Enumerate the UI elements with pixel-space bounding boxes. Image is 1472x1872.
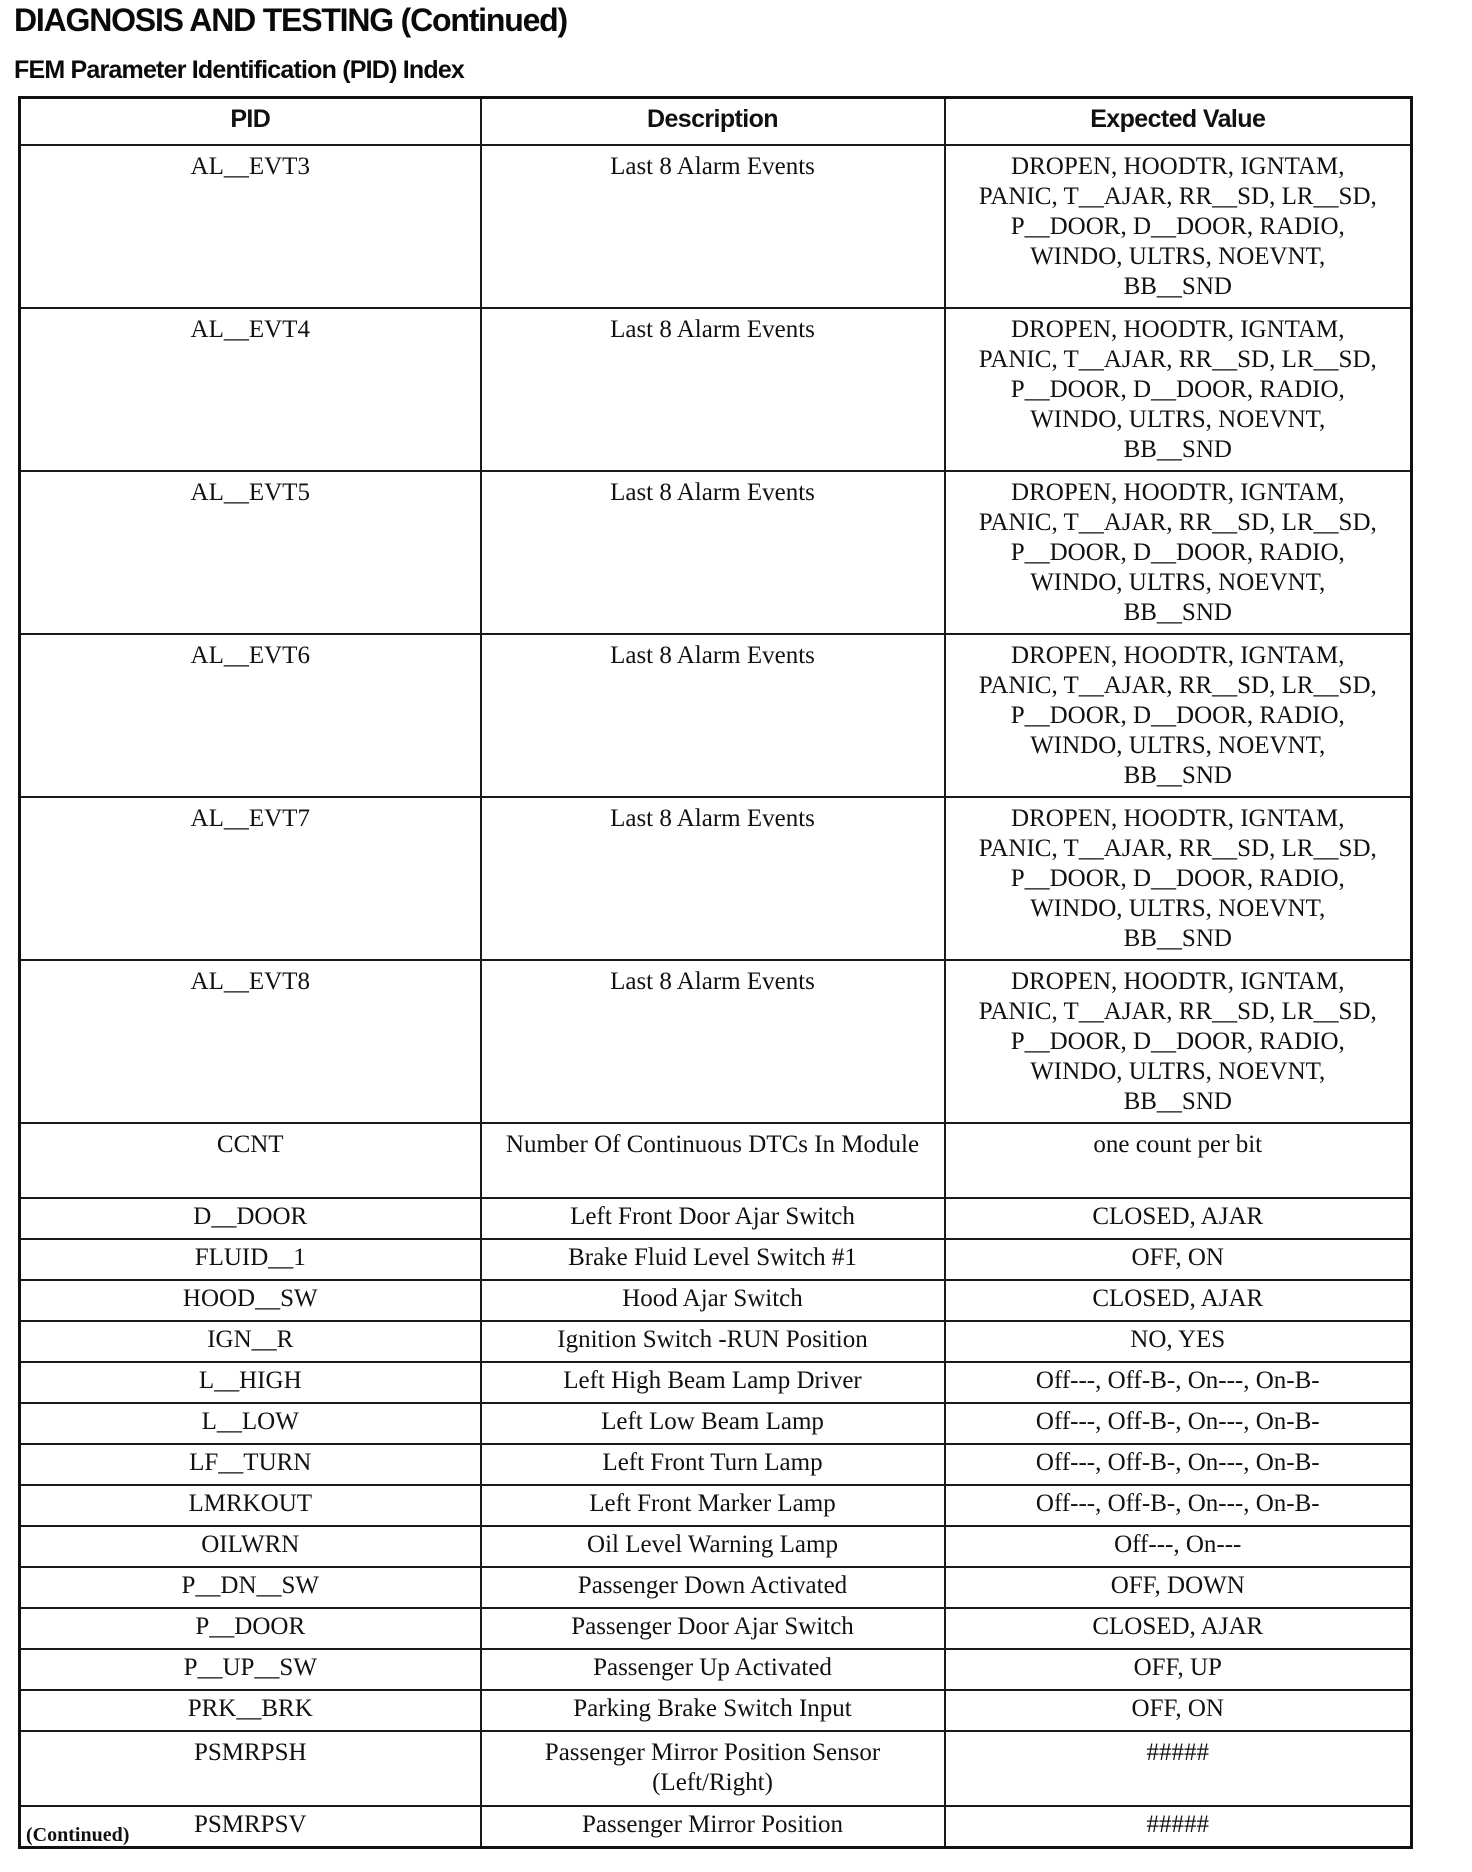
expected-value-line: OFF, ON [1131, 1695, 1224, 1722]
description-cell: Passenger Door Ajar Switch [481, 1608, 945, 1649]
expected-value-line: DROPEN, HOODTR, IGNTAM, [1011, 316, 1345, 343]
expected-value-line: CLOSED, AJAR [1092, 1203, 1264, 1230]
description-cell: Left Low Beam Lamp [481, 1403, 945, 1444]
table-row [20, 1198, 1412, 1239]
expected-value-line: WINDO, ULTRS, NOEVNT, [1030, 1058, 1326, 1085]
table-row [20, 1731, 1412, 1806]
column-header-description: Description [481, 98, 945, 146]
description-cell: Parking Brake Switch Input [481, 1690, 945, 1731]
pid-cell: AL__EVT6 [20, 634, 481, 797]
description-cell: Passenger Up Activated [481, 1649, 945, 1690]
expected-value-line: P__DOOR, D__DOOR, RADIO, [1010, 702, 1345, 729]
expected-value-line: WINDO, ULTRS, NOEVNT, [1030, 406, 1326, 433]
expected-value-line: DROPEN, HOODTR, IGNTAM, [1011, 479, 1345, 506]
section-title: FEM Parameter Identification (PID) Index [14, 56, 465, 84]
expected-value-line: BB__SND [1123, 762, 1232, 789]
description-cell: Hood Ajar Switch [481, 1280, 945, 1321]
expected-value-cell [945, 634, 1412, 797]
table-row [20, 308, 1412, 471]
expected-value-cell [945, 1403, 1412, 1444]
expected-value-line: P__DOOR, D__DOOR, RADIO, [1010, 376, 1345, 403]
description-cell: Last 8 Alarm Events [481, 145, 945, 308]
description-cell: Passenger Mirror Position Sensor (Left/Right) [481, 1731, 945, 1806]
pid-cell: P__UP__SW [20, 1649, 481, 1690]
expected-value-cell [945, 1608, 1412, 1649]
expected-value-line: BB__SND [1123, 436, 1232, 463]
expected-value-line: WINDO, ULTRS, NOEVNT, [1030, 895, 1326, 922]
table-row [20, 634, 1412, 797]
expected-value-cell [945, 471, 1412, 634]
table-row [20, 1608, 1412, 1649]
description-cell: Ignition Switch -RUN Position [481, 1321, 945, 1362]
expected-value-cell [945, 1123, 1412, 1198]
table-row [20, 960, 1412, 1123]
table-row [20, 1362, 1412, 1403]
table-row [20, 1567, 1412, 1608]
expected-value-line: OFF, ON [1131, 1244, 1224, 1271]
pid-cell: PSMRPSH [20, 1731, 481, 1806]
expected-value-line: BB__SND [1123, 925, 1232, 952]
pid-cell: IGN__R [20, 1321, 481, 1362]
expected-value-cell [945, 1444, 1412, 1485]
pid-cell: P__DN__SW [20, 1567, 481, 1608]
expected-value-line: P__DOOR, D__DOOR, RADIO, [1010, 213, 1345, 240]
expected-value-cell [945, 1731, 1412, 1806]
expected-value-line: WINDO, ULTRS, NOEVNT, [1030, 243, 1326, 270]
description-cell: Left Front Turn Lamp [481, 1444, 945, 1485]
expected-value-cell [945, 308, 1412, 471]
description-cell: Last 8 Alarm Events [481, 471, 945, 634]
pid-cell: P__DOOR [20, 1608, 481, 1649]
expected-value-cell [945, 1649, 1412, 1690]
expected-value-line: PANIC, T__AJAR, RR__SD, LR__SD, [978, 346, 1377, 373]
expected-value-cell [945, 1280, 1412, 1321]
table-body [20, 145, 1412, 1848]
expected-value-line: Off---, Off-B-, On---, On-B- [1035, 1408, 1320, 1435]
pid-cell: FLUID__1 [20, 1239, 481, 1280]
table-row [20, 471, 1412, 634]
pid-cell: CCNT [20, 1123, 481, 1198]
expected-value-line: PANIC, T__AJAR, RR__SD, LR__SD, [978, 998, 1377, 1025]
expected-value-line: ##### [1146, 1739, 1209, 1766]
description-cell: Last 8 Alarm Events [481, 960, 945, 1123]
expected-value-line: P__DOOR, D__DOOR, RADIO, [1010, 865, 1345, 892]
description-cell: Left Front Marker Lamp [481, 1485, 945, 1526]
expected-value-line: Off---, Off-B-, On---, On-B- [1035, 1367, 1320, 1394]
expected-value-line: one count per bit [1093, 1131, 1263, 1158]
expected-value-line: Off---, Off-B-, On---, On-B- [1035, 1449, 1320, 1476]
expected-value-cell [945, 960, 1412, 1123]
expected-value-line: DROPEN, HOODTR, IGNTAM, [1011, 642, 1345, 669]
column-header-pid: PID [20, 98, 481, 146]
pid-cell: HOOD__SW [20, 1280, 481, 1321]
expected-value-cell [945, 1806, 1412, 1848]
expected-value-line: BB__SND [1123, 1088, 1232, 1115]
expected-value-line: DROPEN, HOODTR, IGNTAM, [1011, 153, 1345, 180]
table-row [20, 145, 1412, 308]
pid-cell: PSMRPSV [20, 1806, 481, 1848]
expected-value-cell [945, 145, 1412, 308]
pid-cell: OILWRN [20, 1526, 481, 1567]
table-row [20, 1526, 1412, 1567]
table-row [20, 1280, 1412, 1321]
description-cell: Oil Level Warning Lamp [481, 1526, 945, 1567]
pid-cell: LF__TURN [20, 1444, 481, 1485]
expected-value-cell [945, 1321, 1412, 1362]
pid-cell: LMRKOUT [20, 1485, 481, 1526]
expected-value-line: PANIC, T__AJAR, RR__SD, LR__SD, [978, 509, 1377, 536]
pid-cell: AL__EVT4 [20, 308, 481, 471]
table-row [20, 797, 1412, 960]
pid-cell: AL__EVT8 [20, 960, 481, 1123]
expected-value-line: ##### [1146, 1811, 1209, 1838]
table-row [20, 1123, 1412, 1198]
pid-cell: PRK__BRK [20, 1690, 481, 1731]
expected-value-cell [945, 1362, 1412, 1403]
table-row [20, 1403, 1412, 1444]
expected-value-cell [945, 1485, 1412, 1526]
table-row [20, 1321, 1412, 1362]
pid-cell: D__DOOR [20, 1198, 481, 1239]
description-cell: Last 8 Alarm Events [481, 634, 945, 797]
expected-value-cell [945, 1690, 1412, 1731]
header-row [20, 98, 1412, 146]
expected-value-line: PANIC, T__AJAR, RR__SD, LR__SD, [978, 183, 1377, 210]
table-row [20, 1649, 1412, 1690]
expected-value-line: BB__SND [1123, 599, 1232, 626]
table-row [20, 1239, 1412, 1280]
description-cell: Passenger Mirror Position [481, 1806, 945, 1848]
expected-value-line: BB__SND [1123, 273, 1232, 300]
expected-value-line: Off---, On--- [1114, 1531, 1242, 1558]
expected-value-line: PANIC, T__AJAR, RR__SD, LR__SD, [978, 672, 1377, 699]
expected-value-line: NO, YES [1130, 1326, 1226, 1353]
expected-value-cell [945, 1239, 1412, 1280]
description-cell: Number Of Continuous DTCs In Module [481, 1123, 945, 1198]
description-cell: Left High Beam Lamp Driver [481, 1362, 945, 1403]
expected-value-line: OFF, UP [1133, 1654, 1222, 1681]
pid-cell: AL__EVT7 [20, 797, 481, 960]
pid-cell: AL__EVT5 [20, 471, 481, 634]
column-header-expected-value: Expected Value [945, 98, 1412, 146]
description-cell: Passenger Down Activated [481, 1567, 945, 1608]
description-cell: Last 8 Alarm Events [481, 797, 945, 960]
description-cell: Left Front Door Ajar Switch [481, 1198, 945, 1239]
pid-index-table [18, 96, 1413, 1849]
expected-value-cell [945, 1567, 1412, 1608]
expected-value-cell [945, 797, 1412, 960]
expected-value-line: WINDO, ULTRS, NOEVNT, [1030, 569, 1326, 596]
expected-value-cell [945, 1198, 1412, 1239]
pid-cell: L__HIGH [20, 1362, 481, 1403]
expected-value-line: PANIC, T__AJAR, RR__SD, LR__SD, [978, 835, 1377, 862]
expected-value-line: CLOSED, AJAR [1092, 1613, 1264, 1640]
table-row [20, 1485, 1412, 1526]
description-cell: Last 8 Alarm Events [481, 308, 945, 471]
pid-cell: AL__EVT3 [20, 145, 481, 308]
expected-value-cell [945, 1526, 1412, 1567]
expected-value-line: P__DOOR, D__DOOR, RADIO, [1010, 539, 1345, 566]
expected-value-line: OFF, DOWN [1110, 1572, 1245, 1599]
description-cell: Brake Fluid Level Switch #1 [481, 1239, 945, 1280]
continued-note: (Continued) [26, 1824, 130, 1846]
expected-value-line: DROPEN, HOODTR, IGNTAM, [1011, 968, 1345, 995]
expected-value-line: P__DOOR, D__DOOR, RADIO, [1010, 1028, 1345, 1055]
page-title: DIAGNOSIS AND TESTING (Continued) [14, 2, 567, 38]
table-row [20, 1690, 1412, 1731]
table-row [20, 1444, 1412, 1485]
pid-cell: L__LOW [20, 1403, 481, 1444]
table-row [20, 1806, 1412, 1848]
table-header [20, 98, 1412, 146]
expected-value-line: CLOSED, AJAR [1092, 1285, 1264, 1312]
expected-value-line: DROPEN, HOODTR, IGNTAM, [1011, 805, 1345, 832]
expected-value-line: WINDO, ULTRS, NOEVNT, [1030, 732, 1326, 759]
expected-value-line: Off---, Off-B-, On---, On-B- [1035, 1490, 1320, 1517]
